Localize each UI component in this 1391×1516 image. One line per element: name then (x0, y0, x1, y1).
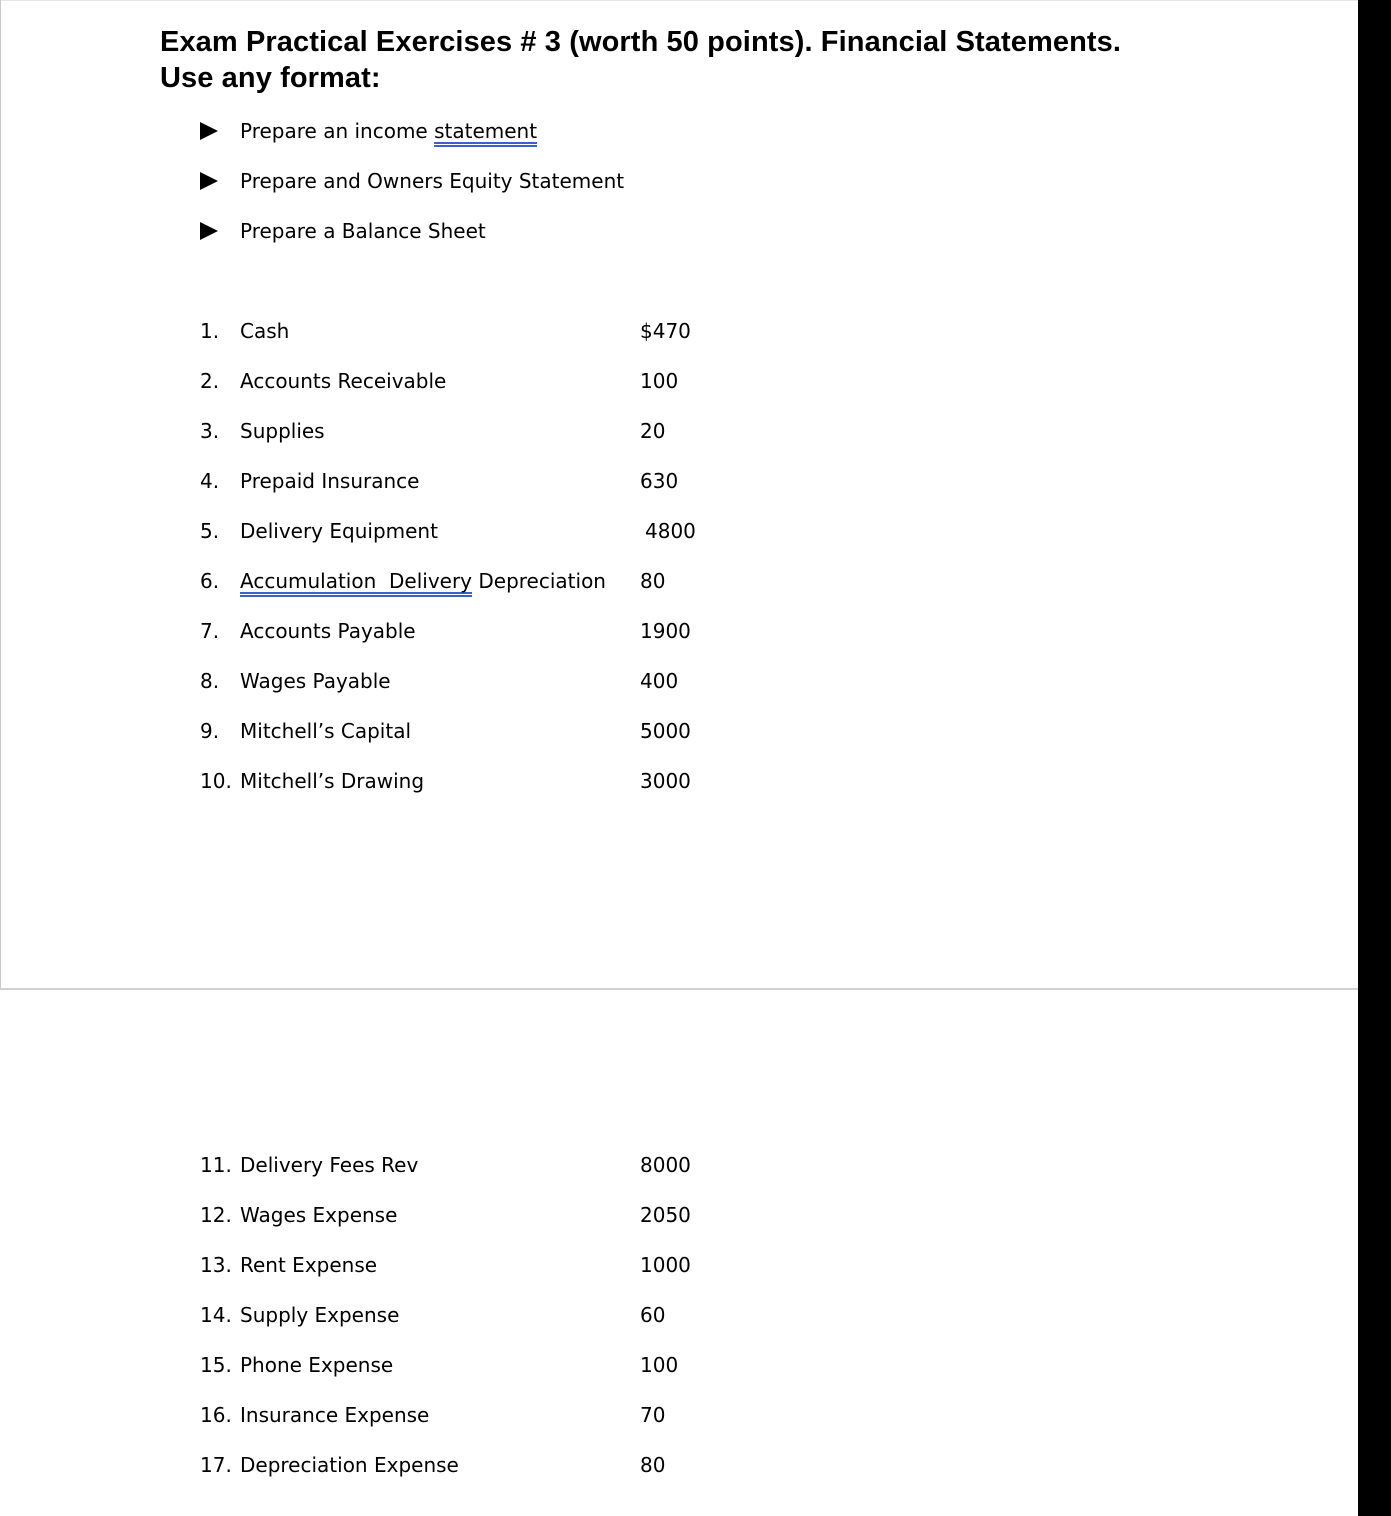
bullet-arrow-icon (200, 122, 218, 140)
account-amount: 1900 (640, 619, 691, 643)
account-row (0, 1200, 1000, 1230)
task-text (240, 116, 537, 146)
account-label: Delivery Fees Rev (240, 1153, 419, 1177)
account-row (0, 366, 1000, 396)
account-label (240, 566, 606, 596)
account-row (0, 716, 1000, 746)
spellcheck-underlined-word: statement (434, 119, 538, 143)
row-number: 9. (200, 719, 220, 743)
row-number: 15. (200, 1353, 232, 1377)
account-row (0, 516, 1000, 546)
account-row (0, 1350, 1000, 1380)
account-row (0, 566, 1000, 596)
task-text-prefix: Prepare an income (240, 119, 435, 143)
account-label: Rent Expense (240, 1253, 378, 1277)
account-label: Phone Expense (240, 1353, 394, 1377)
account-row (0, 766, 1000, 796)
row-number: 14. (200, 1303, 232, 1327)
page-top-border (0, 0, 1358, 1)
account-label: Mitchell’s Capital (240, 719, 412, 743)
bullet-arrow-icon (200, 222, 218, 240)
account-row (0, 616, 1000, 646)
row-number: 4. (200, 469, 220, 493)
row-number: 2. (200, 369, 220, 393)
account-label: Wages Expense (240, 1203, 398, 1227)
account-row (0, 316, 1000, 346)
account-amount: 630 (640, 469, 679, 493)
row-number: 13. (200, 1253, 232, 1277)
account-row (0, 1250, 1000, 1280)
account-amount: 80 (640, 569, 666, 593)
account-label: Insurance Expense (240, 1403, 430, 1427)
account-amount: 100 (640, 1353, 679, 1377)
row-number: 3. (200, 419, 220, 443)
account-amount: 2050 (640, 1203, 691, 1227)
account-label: Supply Expense (240, 1303, 400, 1327)
row-number: 16. (200, 1403, 232, 1427)
account-amount: 8000 (640, 1153, 691, 1177)
title-line-1: Exam Practical Exercises # 3 (worth 50 points). Financial Statements. (160, 26, 1122, 58)
page-title (160, 24, 1121, 96)
row-number: 12. (200, 1203, 232, 1227)
account-row (0, 1300, 1000, 1330)
account-row (0, 666, 1000, 696)
row-number: 10. (200, 769, 232, 793)
row-number: 7. (200, 619, 220, 643)
row-number: 6. (200, 569, 220, 593)
page-break-divider (0, 988, 1358, 990)
account-amount: 5000 (640, 719, 691, 743)
account-amount: 400 (640, 669, 679, 693)
account-label: Delivery Equipment (240, 519, 438, 543)
account-row (0, 416, 1000, 446)
account-amount: 20 (640, 419, 666, 443)
account-label: Accounts Payable (240, 619, 416, 643)
account-row (0, 466, 1000, 496)
window-edge (1358, 0, 1391, 1516)
account-label: Wages Payable (240, 669, 391, 693)
account-label: Mitchell’s Drawing (240, 769, 425, 793)
task-text: Prepare and Owners Equity Statement (240, 169, 625, 193)
row-number: 5. (200, 519, 220, 543)
row-number: 11. (200, 1153, 232, 1177)
account-amount: 1000 (640, 1253, 691, 1277)
account-row (0, 1400, 1000, 1430)
account-label: Supplies (240, 419, 325, 443)
account-amount: 60 (640, 1303, 666, 1327)
account-label: Accounts Receivable (240, 369, 447, 393)
account-label: Depreciation Expense (240, 1453, 459, 1477)
task-text: Prepare a Balance Sheet (240, 219, 486, 243)
title-line-2: Use any format: (160, 62, 381, 94)
account-amount: 4800 (645, 519, 696, 543)
account-row (0, 1450, 1000, 1480)
account-amount: 80 (640, 1453, 666, 1477)
row-number: 17. (200, 1453, 232, 1477)
account-amount: $470 (640, 319, 691, 343)
account-amount: 70 (640, 1403, 666, 1427)
row-number: 1. (200, 319, 220, 343)
row-number: 8. (200, 669, 220, 693)
account-label: Cash (240, 319, 290, 343)
account-row (0, 1150, 1000, 1180)
account-amount: 3000 (640, 769, 691, 793)
bullet-arrow-icon (200, 172, 218, 190)
account-label: Prepaid Insurance (240, 469, 420, 493)
spellcheck-underlined-text: Accumulation Delivery (240, 569, 473, 593)
account-label-rest: Depreciation (472, 569, 606, 593)
account-amount: 100 (640, 369, 679, 393)
